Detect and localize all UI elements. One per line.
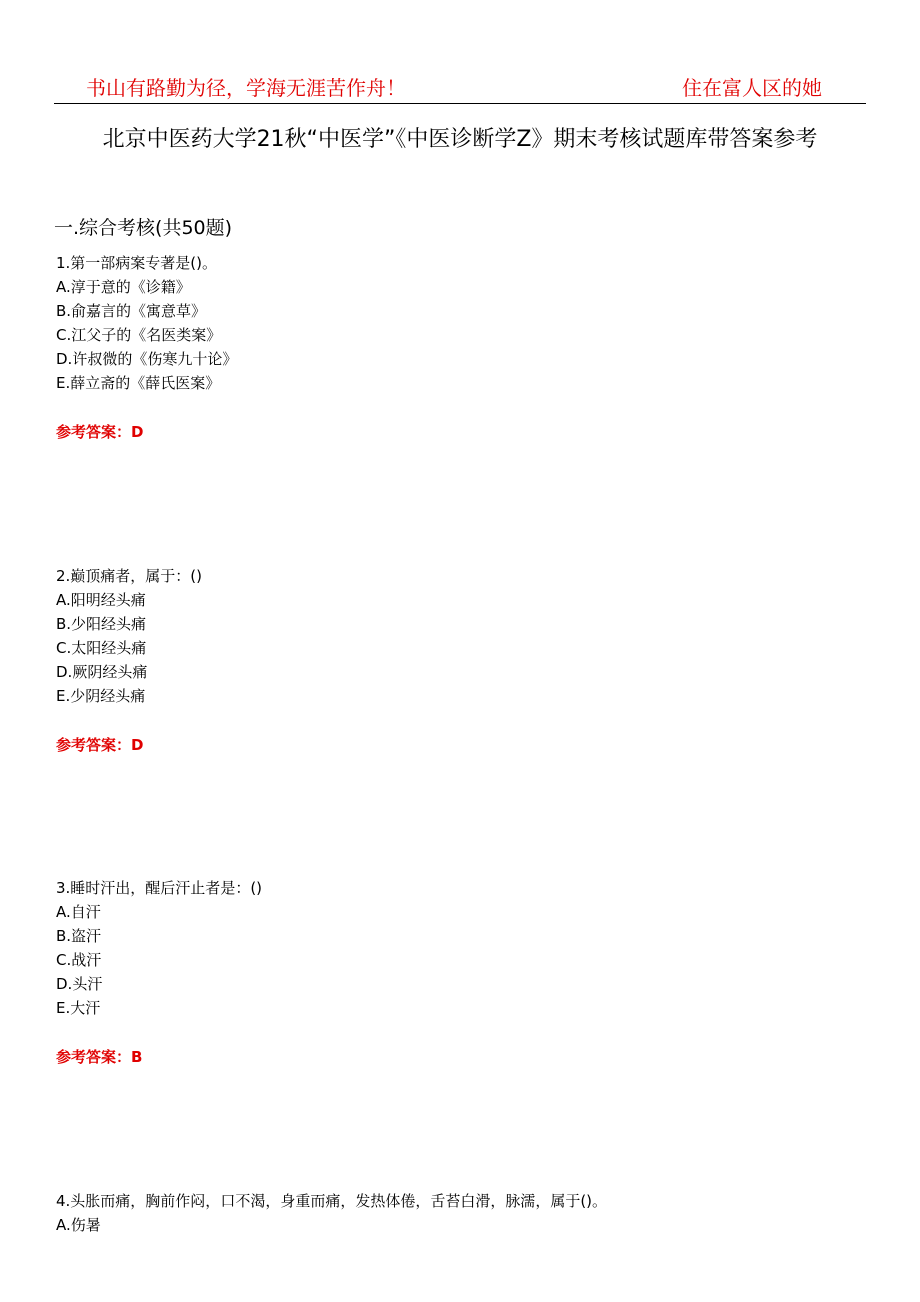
option-a: A.阳明经头痛 <box>56 591 146 609</box>
option-d: D.许叔微的《伤寒九十论》 <box>56 350 238 368</box>
header-slogan-left: 书山有路勤为径，学海无涯苦作舟！ <box>86 76 406 100</box>
option-e: E.薛立斋的《薛氏医案》 <box>56 374 221 392</box>
option-b: B.盗汗 <box>56 927 102 945</box>
option-c: C.江父子的《名医类案》 <box>56 326 222 344</box>
option-d: D.头汗 <box>56 975 103 993</box>
option-b: B.少阳经头痛 <box>56 615 147 633</box>
option-c: C.战汗 <box>56 951 102 969</box>
question-1 <box>56 251 876 395</box>
answer-2: 参考答案：D <box>56 736 144 754</box>
question-4 <box>56 1189 876 1237</box>
header-divider <box>54 103 866 104</box>
document-title: 北京中医药大学21秋“中医学”《中医诊断学Z》期末考核试题库带答案参考 <box>102 127 818 152</box>
header-slogan-right: 住在富人区的她 <box>682 76 822 100</box>
option-d: D.厥阴经头痛 <box>56 663 148 681</box>
question-stem: 1.第一部病案专著是()。 <box>56 254 218 272</box>
option-b: B.俞嘉言的《寓意草》 <box>56 302 207 320</box>
question-stem: 4.头胀而痛，胸前作闷，口不渴，身重而痛，发热体倦，舌苔白滑，脉濡，属于()。 <box>56 1192 608 1210</box>
question-stem: 3.睡时汗出，醒后汗止者是：() <box>56 879 263 897</box>
section-heading: 一.综合考核(共50题) <box>54 217 233 239</box>
question-stem: 2.巅顶痛者，属于：() <box>56 567 203 585</box>
option-e: E.大汗 <box>56 999 101 1017</box>
question-2 <box>56 564 876 708</box>
option-c: C.太阳经头痛 <box>56 639 147 657</box>
option-a: A.自汗 <box>56 903 101 921</box>
question-3 <box>56 876 876 1020</box>
answer-3: 参考答案：B <box>56 1048 143 1066</box>
answer-1: 参考答案：D <box>56 423 144 441</box>
option-e: E.少阴经头痛 <box>56 687 146 705</box>
option-a: A.伤暑 <box>56 1216 101 1234</box>
option-a: A.淳于意的《诊籍》 <box>56 278 191 296</box>
